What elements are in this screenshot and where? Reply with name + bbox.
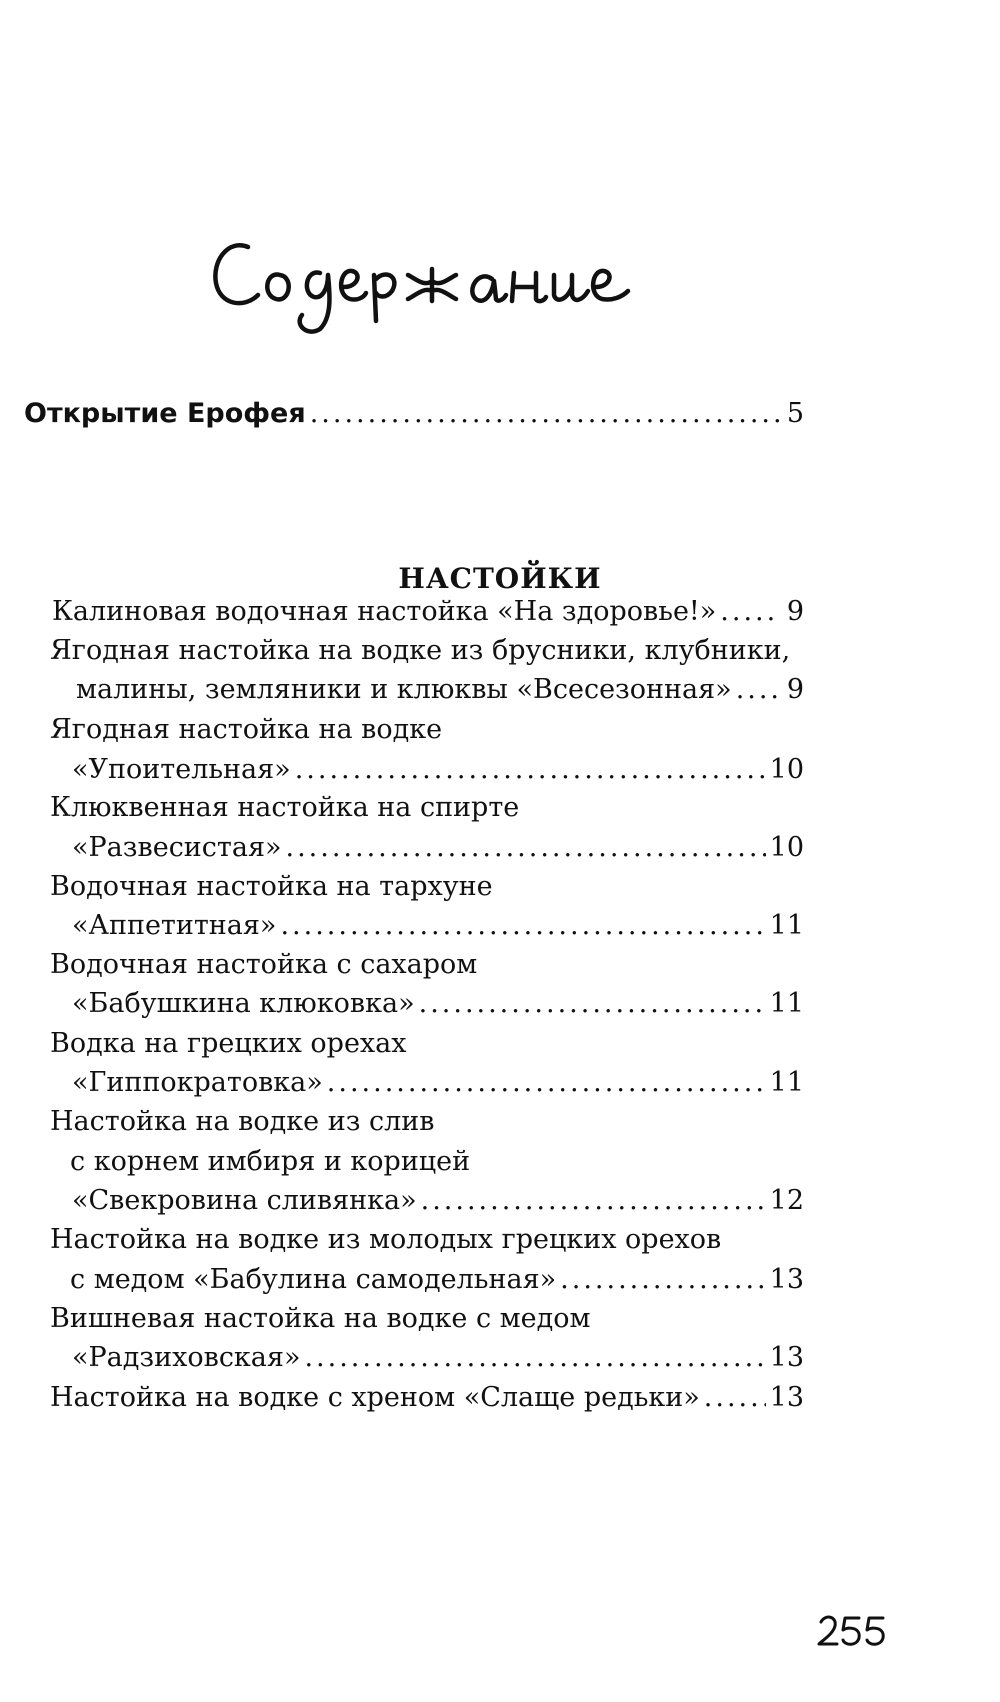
toc-entry-title-cont: с медом «Бабулина самодельная» [70, 1264, 557, 1295]
toc-entry-title-cont: «Свекровина сливянка» [72, 1185, 417, 1216]
toc-page-number: 11 [769, 1067, 804, 1098]
page-title [210, 225, 670, 335]
toc-entry-title: Водочная настойка на тархуне [50, 871, 493, 902]
toc-page-number: 5 [786, 398, 804, 429]
toc-entry[interactable] [72, 986, 804, 1022]
toc-entry[interactable] [72, 1340, 804, 1376]
toc-entry-title: Настойка на водке с хреном «Слаще редьки» [50, 1382, 700, 1413]
dot-leader [295, 752, 766, 788]
dot-leader [736, 672, 780, 708]
dot-leader [286, 830, 766, 866]
toc-entry-title: Клюквенная настойка на спирте [50, 792, 520, 823]
toc-entry[interactable] [76, 672, 804, 708]
toc-entry[interactable] [72, 908, 804, 944]
toc-entry-title-cont: «Бабушкина клюковка» [72, 988, 415, 1019]
toc-entry-title: Открытие Ерофея [24, 398, 306, 429]
dot-leader [310, 396, 780, 432]
toc-entry[interactable] [70, 1262, 804, 1298]
toc-page-number: 13 [769, 1382, 804, 1413]
toc-page-number: 10 [769, 832, 804, 863]
toc-page-number: 10 [769, 754, 804, 785]
dot-leader [560, 1262, 765, 1298]
toc-page-number: 13 [769, 1342, 804, 1373]
toc-page-number: 9 [786, 674, 804, 705]
toc-entry-title: Ягодная настойка на водке [50, 714, 443, 745]
dot-leader [720, 594, 780, 630]
toc-entry[interactable] [72, 830, 804, 866]
toc-entry[interactable] [72, 752, 804, 788]
toc-entry-title-cont: малины, земляники и клюквы «Всесезонная» [76, 674, 732, 705]
toc-entry-title: Настойка на водке из слив [50, 1106, 435, 1137]
toc-entry-title: Ягодная настойка на водке из брусники, клубники, [50, 635, 791, 666]
toc-entry[interactable] [72, 1065, 804, 1101]
page-number [815, 1612, 885, 1648]
toc-page-number: 9 [786, 596, 804, 627]
section-heading: НАСТОЙКИ [398, 562, 602, 595]
dot-leader [280, 908, 765, 944]
dot-leader [304, 1340, 765, 1376]
toc-entry[interactable] [50, 1380, 804, 1416]
toc-entry-title-cont: с корнем имбиря и корицей [70, 1146, 471, 1177]
toc-entry[interactable] [72, 1183, 804, 1219]
toc-page-number: 12 [769, 1185, 804, 1216]
toc-page-number: 11 [769, 988, 804, 1019]
toc-entry-title: Калиновая водочная настойка «На здоровье!» [52, 596, 717, 627]
dot-leader [421, 1183, 766, 1219]
toc-entry-title: Водочная настойка с сахаром [50, 949, 478, 980]
toc-entry-title-cont: «Упоительная» [72, 754, 291, 785]
dot-leader [327, 1065, 766, 1101]
toc-page-number: 13 [769, 1264, 804, 1295]
toc-entry-title: Настойка на водке из молодых грецких орехов [50, 1224, 722, 1255]
toc-entry-title: Вишневая настойка на водке с медом [50, 1303, 591, 1334]
toc-entry-title-cont: «Радзиховская» [72, 1342, 301, 1373]
toc-entry-title-cont: «Аппетитная» [72, 910, 277, 941]
toc-entry-intro[interactable] [24, 396, 804, 432]
dot-leader [704, 1380, 766, 1416]
toc-entry-title-cont: «Развесистая» [72, 832, 282, 863]
toc-entry-title: Водка на грецких орехах [50, 1028, 407, 1059]
toc-page-number: 11 [769, 910, 804, 941]
toc-entry[interactable] [52, 594, 804, 630]
toc-entry-title-cont: «Гиппократовка» [72, 1067, 323, 1098]
dot-leader [419, 986, 766, 1022]
